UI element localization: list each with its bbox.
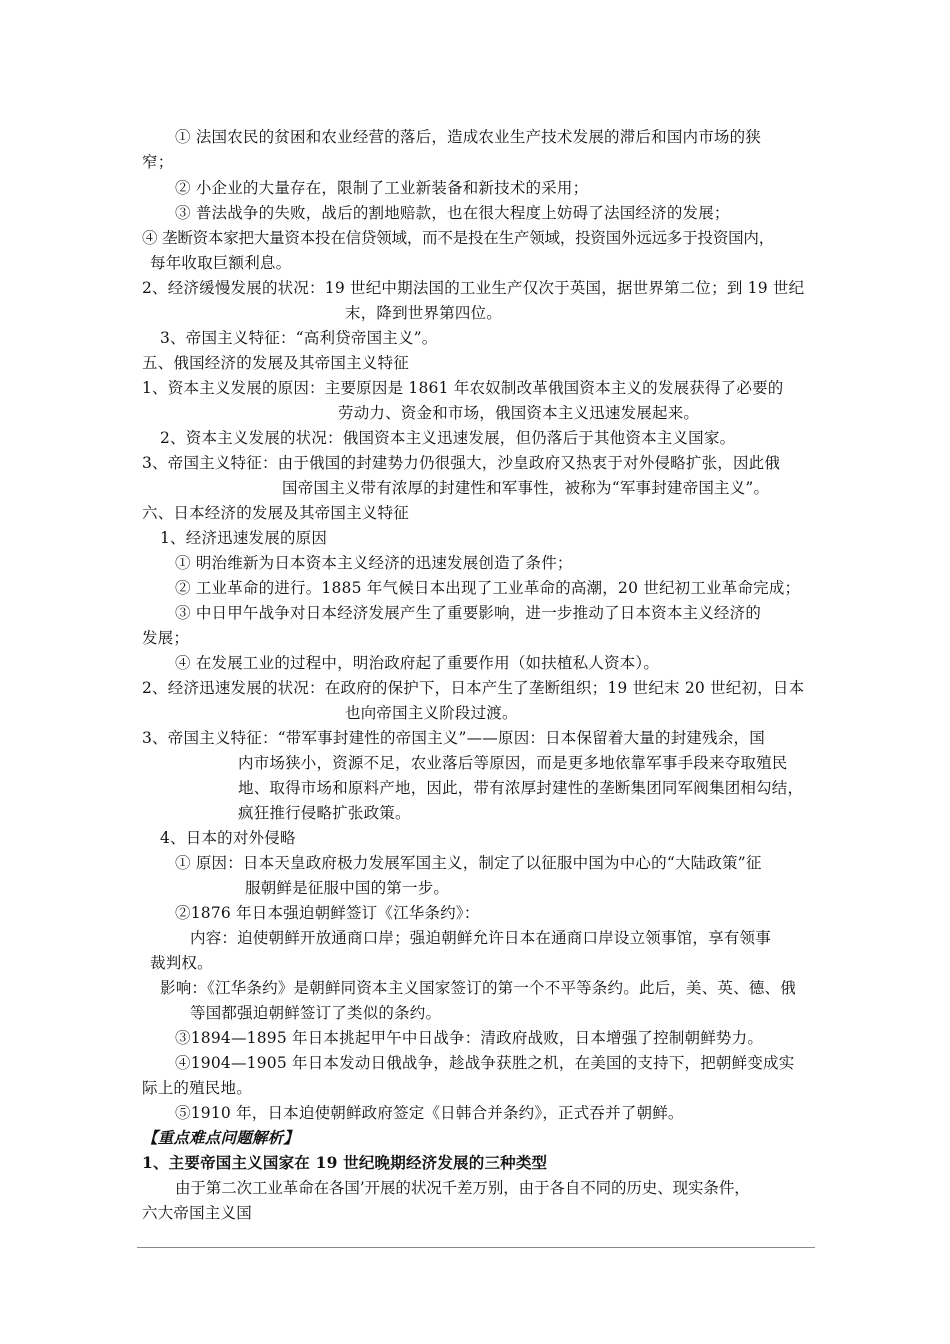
text-line: 劳动力、资金和市场，俄国资本主义迅速发展起来。 (338, 404, 700, 422)
text-line: 3、帝国主义特征：“高利贷帝国主义”。 (160, 329, 438, 347)
text-line: 4、日本的对外侵略 (160, 829, 296, 847)
text-line: ④ 垄断资本家把大量资本投在信贷领域，而不是投在生产领域，投资国外远远多于投资国内， (142, 229, 775, 247)
text-line: 也向帝国主义阶段过渡。 (345, 704, 518, 722)
text-line: ②1876 年日本强迫朝鲜签订《江华条约》： (175, 904, 480, 922)
text-line: 发展； (142, 629, 190, 647)
text-line: 1、经济迅速发展的原因 (160, 529, 328, 547)
text-line: 3、帝国主义特征：“带军事封建性的帝国主义”——原因：日本保留着大量的封建残余，国 (142, 729, 765, 747)
text-line: 2、经济迅速发展的状况：在政府的保护下，日本产生了垄断组织；19 世纪末 20 世纪初，日本 (142, 679, 805, 697)
text-line: 六大帝国主义国 (142, 1204, 252, 1222)
text-line: 地、取得市场和原料产地，因此，带有浓厚封建性的垄断集团同军阀集团相勾结， (238, 779, 804, 797)
text-line: ① 法国农民的贫困和农业经营的落后，造成农业生产技术发展的滞后和国内市场的狭 (175, 128, 762, 146)
text-line: 1、资本主义发展的原因：主要原因是 1861 年农奴制改革俄国资本主义的发展获得了必要的 (142, 379, 784, 397)
text-line: ③ 普法战争的失败，战后的割地赔款，也在很大程度上妨碍了法国经济的发展； (175, 204, 730, 222)
footer-divider (137, 1247, 815, 1248)
text-line: 疯狂推行侵略扩张政策。 (238, 804, 411, 822)
text-line: ② 小企业的大量存在，限制了工业新装备和新技术的采用； (175, 179, 589, 197)
text-line: 2、经济缓慢发展的状况：19 世纪中期法国的工业生产仅次于英国，据世界第二位；到 19 世纪 (142, 279, 805, 297)
text-line: ② 工业革命的进行。1885 年气候日本出现了工业革命的高潮，20 世纪初工业革命完成； (175, 579, 801, 597)
text-line: ⑤1910 年，日本迫使朝鲜政府签定《日韩合并条约》，正式吞并了朝鲜。 (175, 1104, 684, 1122)
text-line: 由于第二次工业革命在各国’开展的状况千差万别，由于各自不同的历史、现实条件， (175, 1179, 750, 1197)
section-heading: 【重点难点问题解析】 (142, 1128, 300, 1147)
text-line: 3、帝国主义特征：由于俄国的封建势力仍很强大，沙皇政府又热衷于对外侵略扩张，因此俄 (142, 454, 781, 472)
section-heading: 五、俄国经济的发展及其帝国主义特征 (142, 354, 409, 372)
text-line: ① 原因：日本天皇政府极力发展军国主义，制定了以征服中国为中心的“大陆政策”征 (175, 854, 762, 872)
text-line: 内容：迫使朝鲜开放通商口岸；强迫朝鲜允许日本在通商口岸设立领事馆，享有领事 (190, 929, 771, 947)
text-line: 影响：《江华条约》是朝鲜同资本主义国家签订的第一个不平等条约。此后，美、英、德、俄 (160, 979, 796, 997)
text-line: 窄； (142, 153, 174, 171)
text-line: 服朝鲜是征服中国的第一步。 (245, 879, 450, 897)
text-line: ① 明治维新为日本资本主义经济的迅速发展创造了条件； (175, 554, 573, 572)
section-heading: 六、日本经济的发展及其帝国主义特征 (142, 504, 409, 522)
text-line: ③1894—1895 年日本挑起甲午中日战争：清政府战败，日本增强了控制朝鲜势力。 (175, 1029, 764, 1047)
text-line: 等国都强迫朝鲜签订了类似的条约。 (190, 1004, 442, 1022)
text-line: 2、资本主义发展的状况：俄国资本主义迅速发展，但仍落后于其他资本主义国家。 (160, 429, 736, 447)
text-line: 国帝国主义带有浓厚的封建性和军事性，被称为“军事封建帝国主义”。 (282, 479, 770, 497)
text-line: ③ 中日甲午战争对日本经济发展产生了重要影响，进一步推动了日本资本主义经济的 (175, 604, 762, 622)
text-line: 末，降到世界第四位。 (345, 304, 503, 322)
text-line: 内市场狭小，资源不足，农业落后等原因，而是更多地依靠军事手段来夺取殖民 (238, 754, 788, 772)
text-line: 裁判权。 (150, 954, 213, 972)
subsection-heading: 1、主要帝国主义国家在 19 世纪晚期经济发展的三种类型 (142, 1153, 548, 1172)
text-line: 际上的殖民地。 (142, 1079, 252, 1097)
text-line: 每年收取巨额利息。 (150, 254, 292, 272)
text-line: ④1904—1905 年日本发动日俄战争，趁战争获胜之机，在美国的支持下，把朝鲜变成实 (175, 1054, 795, 1072)
text-line: ④ 在发展工业的过程中，明治政府起了重要作用（如扶植私人资本）。 (175, 654, 660, 672)
